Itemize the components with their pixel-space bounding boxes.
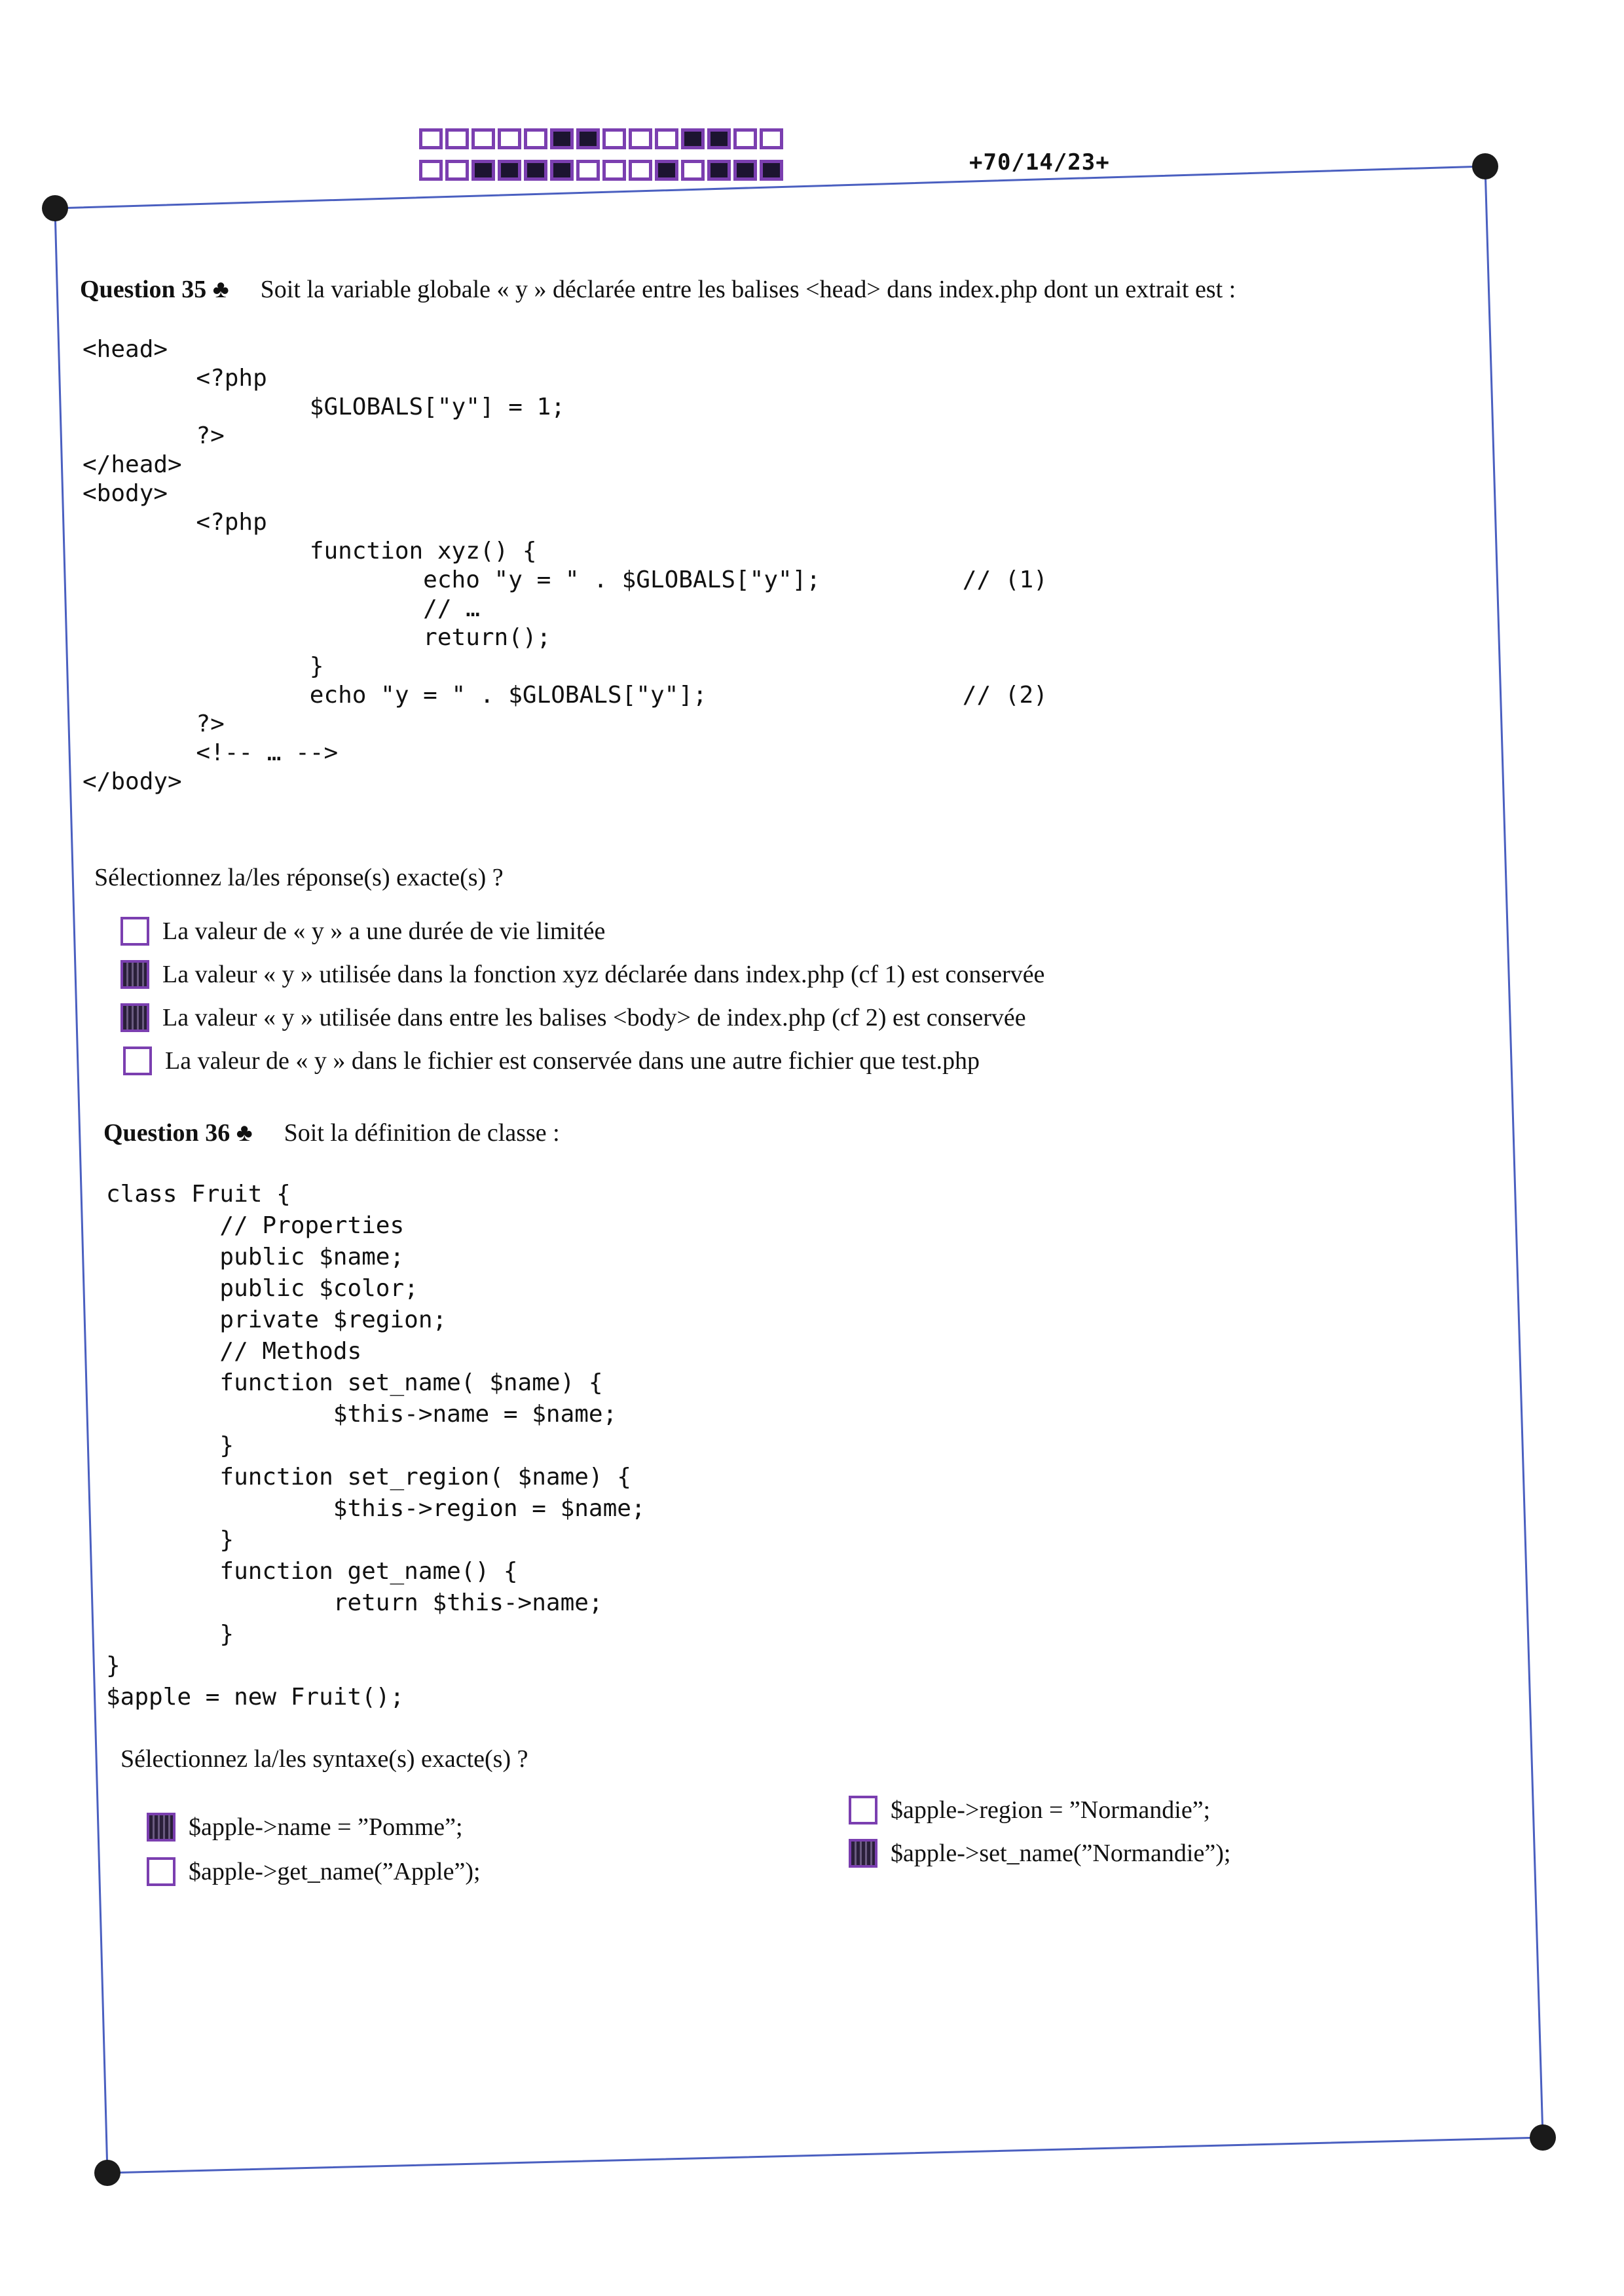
barcode-cell	[707, 128, 731, 149]
question-36-answer-4[interactable]	[849, 1839, 1230, 1868]
question-36-prompt: Soit la définition de classe :	[284, 1119, 560, 1147]
barcode-cell	[602, 128, 626, 149]
barcode-cell	[498, 128, 521, 149]
question-35-answer-2[interactable]	[120, 960, 1044, 989]
answer-label: $apple->region = ”Normandie”;	[891, 1796, 1211, 1824]
barcode-cell	[419, 128, 443, 149]
question-35-answer-4[interactable]	[123, 1046, 980, 1075]
answer-checkbox[interactable]	[120, 960, 149, 989]
answer-label: La valeur « y » utilisée dans la fonction xyz déclarée dans index.php (cf 1) est conservée	[162, 961, 1045, 988]
answer-label: $apple->set_name(”Normandie”);	[891, 1840, 1231, 1867]
barcode-cell	[681, 160, 705, 181]
barcode-cell	[471, 160, 495, 181]
question-36-instruction: Sélectionnez la/les syntaxe(s) exacte(s) ?	[120, 1745, 528, 1773]
barcode-cell	[655, 160, 678, 181]
question-36-answer-2[interactable]	[147, 1857, 481, 1886]
corner-mark-bottom-right	[1530, 2124, 1556, 2151]
barcode-cell	[524, 160, 547, 181]
question-35-answer-3[interactable]	[120, 1003, 1026, 1032]
answer-checkbox[interactable]	[147, 1857, 175, 1886]
barcode-cell	[445, 160, 469, 181]
answer-checkbox[interactable]	[849, 1839, 877, 1868]
corner-mark-top-left	[42, 195, 68, 221]
barcode-cell	[419, 160, 443, 181]
question-35-instruction: Sélectionnez la/les réponse(s) exacte(s) ?	[94, 864, 504, 891]
barcode-cell	[550, 160, 574, 181]
barcode-cell	[445, 128, 469, 149]
answer-label: $apple->name = ”Pomme”;	[189, 1813, 463, 1841]
barcode-cell	[524, 128, 547, 149]
barcode-cell	[471, 128, 495, 149]
barcode-cell	[733, 160, 757, 181]
barcode-cell	[707, 160, 731, 181]
barcode-cell	[602, 160, 626, 181]
answer-checkbox[interactable]	[849, 1796, 877, 1824]
answer-checkbox[interactable]	[120, 1003, 149, 1032]
barcode-cell	[629, 160, 652, 181]
question-36-code: class Fruit { // Properties public $name; public $color; private $region; // Methods function set_name( $name) { $this->name = $name; } function set_region( $name) { $this->region = $name; } function get_name() { return $this->name; } } $apple = new Fruit();	[106, 1181, 646, 1711]
barcode-cell	[576, 160, 600, 181]
question-35-header	[80, 275, 1236, 304]
barcode-cell	[655, 128, 678, 149]
question-35-code: <head> <?php $GLOBALS["y"] = 1; ?> </head> <body> <?php function xyz() { echo "y = " . $GLOBALS["y"]; // (1) // … return(); } echo "y = " . $GLOBALS["y"]; // (2) ?> <!-- … --> </body>	[83, 336, 1048, 795]
barcode-row-2	[419, 160, 783, 181]
barcode-cell	[760, 128, 783, 149]
answer-checkbox[interactable]	[147, 1813, 175, 1842]
question-35-answer-1[interactable]	[120, 917, 605, 946]
barcode-cell	[498, 160, 521, 181]
barcode-cell	[760, 160, 783, 181]
question-36-answer-1[interactable]	[147, 1813, 463, 1842]
barcode-cell	[733, 128, 757, 149]
question-35-prompt: Soit la variable globale « y » déclarée entre les balises <head> dans index.php dont un extrait est :	[260, 276, 1236, 303]
answer-checkbox[interactable]	[123, 1046, 152, 1075]
barcode-row-1	[419, 128, 783, 149]
question-35-title: Question 35 ♣	[80, 276, 229, 303]
sheet-id: +70/14/23+	[969, 149, 1110, 176]
corner-mark-bottom-left	[94, 2160, 120, 2186]
answer-label: La valeur de « y » dans le fichier est conservée dans une autre fichier que test.php	[165, 1047, 980, 1075]
answer-checkbox[interactable]	[120, 917, 149, 946]
question-36-title: Question 36 ♣	[103, 1119, 253, 1147]
barcode-cell	[629, 128, 652, 149]
barcode-cell	[550, 128, 574, 149]
answer-label: La valeur de « y » a une durée de vie limitée	[162, 917, 606, 945]
question-36-answer-3[interactable]	[849, 1796, 1210, 1824]
barcode-cell	[576, 128, 600, 149]
barcode-cell	[681, 128, 705, 149]
question-36-header	[103, 1119, 560, 1147]
answer-label: $apple->get_name(”Apple”);	[189, 1858, 481, 1885]
answer-label: La valeur « y » utilisée dans entre les balises <body> de index.php (cf 2) est conservée	[162, 1004, 1026, 1031]
corner-mark-top-right	[1472, 153, 1498, 179]
